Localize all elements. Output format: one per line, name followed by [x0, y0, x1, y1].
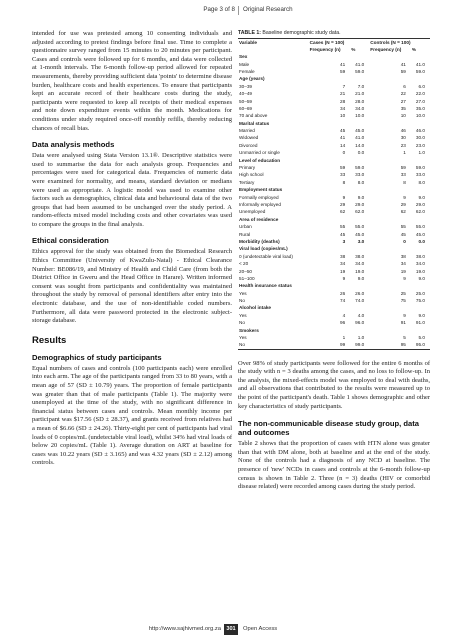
cell-cases-n: 74 — [339, 298, 346, 304]
open-access-label: Open Access — [243, 626, 278, 632]
cell-controls-pct: 46.0 — [415, 128, 425, 134]
cell-cases-pct: 1.0 — [357, 335, 365, 341]
cell-variable: Female — [239, 68, 255, 74]
cell-cases-pct: 74.0 — [355, 298, 365, 304]
cell-controls-n — [369, 326, 411, 333]
cell-controls-pct: 91.0 — [415, 320, 425, 326]
cell-variable: 40–49 — [239, 91, 253, 97]
cell-controls-n: 91 — [400, 320, 406, 326]
cell-controls-n: 59 — [400, 165, 406, 171]
cell-cases-pct: 45.0 — [355, 231, 365, 237]
cell-controls-pct: 95.0 — [411, 341, 430, 349]
cell-controls-pct — [411, 304, 430, 311]
cell-cases-n: 7 — [342, 83, 346, 89]
cell-cases-pct: 59.0 — [355, 165, 365, 171]
cell-cases-n: 45 — [339, 231, 346, 237]
cell-variable: Smokers — [239, 327, 259, 333]
cell-cases-n: 14 — [339, 142, 346, 148]
cell-variable: Morbidity (deaths) — [239, 238, 280, 244]
col-variable: Variable — [238, 39, 309, 47]
cell-controls-n: 38 — [400, 253, 406, 259]
table-row — [238, 97, 430, 104]
cell-cases-pct: 19.0 — [355, 268, 365, 274]
cell-controls-n — [369, 245, 411, 252]
heading-data-analysis: Data analysis methods — [32, 140, 115, 150]
header-divider — [238, 6, 239, 15]
cell-controls-n: 95 — [369, 341, 411, 349]
cell-cases-pct — [350, 156, 369, 163]
cell-controls-n — [369, 156, 411, 163]
col-cases: Cases (N = 100) — [309, 39, 370, 47]
cell-variable: Divorced — [239, 142, 258, 148]
cell-controls-pct — [411, 282, 430, 289]
cell-cases-n — [309, 156, 351, 163]
cell-variable: Married — [239, 128, 255, 134]
cell-controls-pct — [411, 53, 430, 60]
cell-cases-n: 62 — [339, 209, 346, 215]
cell-controls-n: 9 — [403, 312, 406, 318]
table-row — [238, 149, 430, 156]
cell-controls-pct — [411, 156, 430, 163]
cell-variable: Alcohol intake — [239, 305, 272, 311]
table-row — [238, 134, 430, 141]
table-body — [238, 53, 430, 349]
cell-cases-n: 33 — [339, 172, 346, 178]
table-row — [238, 171, 430, 178]
cell-cases-n: 38 — [339, 253, 346, 259]
cell-variable: Male — [239, 61, 250, 67]
cell-controls-n: 6 — [403, 83, 406, 89]
table-category-row — [238, 216, 430, 223]
cell-controls-pct: 59.0 — [415, 68, 425, 74]
cell-cases-pct: 9.0 — [357, 275, 365, 281]
table-row — [238, 83, 430, 90]
cell-cases-pct — [350, 245, 369, 252]
cell-controls-n: 22 — [400, 91, 406, 97]
cell-cases-n: 1 — [342, 335, 346, 341]
cell-variable: Sex — [239, 54, 248, 60]
cell-controls-pct: 5.0 — [418, 335, 425, 341]
cell-controls-pct: 62.0 — [415, 209, 425, 215]
table-category-row — [238, 156, 430, 163]
table-row — [238, 334, 430, 341]
cell-variable: High school — [239, 172, 264, 178]
cell-variable: Level of education — [239, 157, 281, 163]
table-category-row — [238, 238, 430, 245]
cell-controls-n — [369, 75, 411, 82]
cell-cases-pct — [350, 304, 369, 311]
cell-controls-pct: 30.0 — [415, 135, 425, 141]
cell-cases-pct: 96.0 — [355, 320, 365, 326]
cell-controls-n: 46 — [400, 128, 406, 134]
cell-variable: 60–69 — [239, 105, 253, 111]
cell-cases-pct: 8.0 — [357, 179, 365, 185]
cell-controls-n: 0 — [403, 238, 406, 244]
cell-cases-pct: 41.0 — [355, 61, 365, 67]
cell-cases-pct — [350, 216, 369, 223]
cell-controls-pct: 6.0 — [418, 83, 425, 89]
cell-cases-pct: 29.0 — [355, 202, 365, 207]
cell-variable: Yes — [239, 335, 247, 341]
cell-cases-pct: 99.0 — [350, 341, 369, 349]
cell-variable: 50–59 — [239, 98, 253, 104]
cell-controls-n: 45 — [400, 231, 406, 237]
cell-cases-n — [309, 282, 351, 289]
cell-controls-pct: 41.0 — [415, 61, 425, 67]
cell-controls-n: 62 — [400, 209, 406, 215]
cell-controls-pct: 8.0 — [418, 179, 425, 185]
cell-controls-n — [369, 282, 411, 289]
cell-cases-n: 10 — [339, 113, 346, 119]
cell-cases-pct: 34.0 — [355, 261, 365, 267]
cell-controls-pct: 23.0 — [415, 142, 425, 148]
cell-controls-pct: 35.0 — [415, 105, 425, 111]
cell-controls-pct — [411, 326, 430, 333]
page-label: Page 3 of 8 — [203, 6, 235, 13]
table-category-row — [238, 326, 430, 333]
cell-variable: 51–100 — [239, 275, 255, 281]
cell-cases-pct — [350, 326, 369, 333]
cell-controls-n: 29 — [400, 202, 406, 207]
cell-cases-pct: 9.0 — [357, 194, 365, 200]
cell-cases-n: 4 — [342, 312, 346, 318]
cell-cases-pct: 55.0 — [355, 224, 365, 230]
table-row — [238, 127, 430, 134]
table-row — [238, 90, 430, 97]
paragraph: Equal numbers of cases and controls (100 participants each) were enrolled into each arm. The age of the participants ranged from 33 to 80 years, with a mean age of 57 (SD ± 10.79) years. The proportion of female participants was greater than that of male participants (Table 1). The majority were unemployed at the time of the study, with no significant difference in financial status between cases and controls. Mean monthly income per participant was $17.56 (SD ± 28.37), and grants received from relatives had a mean of $6.66 (SD ± 24.26). Thirty-eight per cent of participants had viral loads of 0 copies/mL (undetectable viral load), whilst 34% had viral loads of below 20 copies/mL (Table 1). Average duration on ART at baseline for cases was 10.22 years (SD ± 3.165) and was 4.32 years (SD ± 2.12) among controls. — [32, 364, 232, 467]
table-row — [238, 208, 430, 215]
cell-cases-pct: 10.0 — [355, 113, 365, 119]
cell-controls-n — [369, 120, 411, 127]
cell-controls-pct: 59.0 — [415, 165, 425, 171]
table-row — [238, 223, 430, 230]
cell-controls-n: 41 — [400, 61, 406, 67]
cell-controls-n: 10 — [400, 113, 406, 119]
cell-cases-n — [309, 216, 351, 223]
cell-cases-n: 34 — [339, 105, 346, 111]
page-footer — [0, 626, 453, 638]
cell-variable: 30–39 — [239, 83, 253, 89]
cell-variable: No — [239, 298, 245, 304]
heading-ncd: The non-communicable disease study group, data and outcomes — [238, 419, 420, 438]
cell-controls-n: 25 — [400, 290, 406, 296]
cell-variable: Viral load (copies/mL) — [239, 246, 288, 252]
table-row — [238, 68, 430, 75]
cell-controls-n: 1 — [403, 150, 406, 156]
cell-variable: Unemployed — [239, 209, 266, 215]
page-header — [0, 6, 453, 18]
table-row — [238, 275, 430, 282]
cell-cases-n: 3 — [342, 238, 346, 244]
cell-cases-pct: 14.0 — [355, 142, 365, 148]
cell-variable: < 20 — [239, 261, 249, 267]
col-pct-cases: % — [351, 47, 356, 52]
table-category-row — [238, 75, 430, 82]
cell-cases-pct: 7.0 — [357, 83, 365, 89]
journal-link[interactable]: http://www.sajhivmed.org.za — [148, 626, 221, 632]
table-category-row — [238, 120, 430, 127]
cell-variable: Yes — [239, 312, 247, 318]
cell-cases-pct — [350, 282, 369, 289]
cell-cases-pct: 28.0 — [355, 98, 365, 104]
cell-variable: Urban — [239, 224, 252, 230]
cell-cases-pct — [350, 186, 369, 193]
cell-cases-pct: 34.0 — [355, 105, 365, 111]
cell-controls-pct: 1.0 — [418, 150, 425, 156]
cell-controls-pct: 0.0 — [418, 238, 425, 244]
section-label: Original Research — [243, 6, 293, 13]
right-column — [238, 30, 430, 496]
cell-controls-pct: 9.0 — [418, 194, 425, 200]
cell-controls-pct: 33.0 — [415, 172, 425, 178]
cell-variable: Marital status — [239, 120, 270, 126]
cell-controls-pct — [411, 186, 430, 193]
cell-controls-pct: 29.0 — [415, 202, 425, 207]
cell-controls-pct: 9.0 — [418, 275, 425, 281]
table-category-row — [238, 186, 430, 193]
cell-cases-pct: 33.0 — [355, 172, 365, 178]
cell-controls-n: 55 — [400, 224, 406, 230]
cell-variable: Employment status — [239, 187, 283, 193]
paragraph: Over 98% of study participants were followed for the entire 6 months of the study with n = 3 deaths among the cases, and no loss to follow-up. In the analysis, the mixed-effects model was employed to deal with deaths, and all observations that contributed to the results were measured up to the point of the participant's death. Table 1 shows demographic and other key characteristics of study participants. — [238, 359, 430, 410]
paragraph: intended for use was pretested among 10 consenting individuals and adjusted according to pretest findings before final use. Time to complete a questionnaire survey ranged from 15 minutes to 20 minutes per participant. Cases and controls were followed up for 6 months, and data were collected at 1-month intervals. The 6-month follow-up period allowed for repeated measurements, thereby providing sufficient data 'points' to determine disease burden, healthcare costs and health experiences. To ensure that participants kept an accurate record of their healthcare costs during the study, participants were requested to keep all receipts of their medical expenses and note down expenditure events within the month. Medications for conditions under study required once-off monthly refills, thereby reducing chances of recall bias. — [32, 30, 232, 132]
cell-cases-pct: 62.0 — [355, 209, 365, 215]
table-row — [238, 253, 430, 260]
cell-variable: Primary — [239, 165, 256, 171]
cell-controls-n: 75 — [400, 298, 406, 304]
table-category-row — [238, 304, 430, 311]
table-row — [238, 112, 430, 119]
cell-cases-n: 96 — [339, 320, 346, 326]
cell-variable: 20–50 — [239, 268, 253, 274]
cell-controls-n: 35 — [400, 105, 406, 111]
cell-variable: Informally employed — [239, 202, 281, 207]
cell-controls-n — [369, 186, 411, 193]
cell-controls-n: 59 — [400, 68, 406, 74]
table-row — [238, 60, 430, 67]
cell-variable: Yes — [239, 290, 247, 296]
paragraph: Data were analysed using Stata Version 13.1®. Descriptive statistics were used to summarise the data for each analysis group. Frequencies and percentages were used for categorical data. Frequencies of numeric data were examined for normality, and means, standard deviation or medians were used as appropriate. A logistic model was used to examine other factors such as demographics, clinical data and behavioural data of the two groups that had been assumed to be unchanged over the study period. A random-effects mixed model including costs and other covariates was used to compare the groups in the final analysis. — [32, 152, 232, 228]
cell-cases-n: 41 — [339, 135, 346, 141]
cell-controls-pct: 34.0 — [415, 261, 425, 267]
cell-cases-n — [309, 245, 351, 252]
cell-controls-pct: 19.0 — [415, 268, 425, 274]
table-category-row — [238, 53, 430, 60]
col-controls: Controls (N = 100) — [369, 39, 430, 47]
cell-variable: Tertiary — [239, 179, 255, 185]
table-row — [238, 105, 430, 112]
cell-controls-n: 27 — [400, 98, 406, 104]
cell-controls-n — [369, 216, 411, 223]
cell-cases-n: 0 — [342, 150, 346, 156]
baseline-table — [238, 38, 430, 350]
cell-controls-pct: 27.0 — [415, 98, 425, 104]
table-row — [238, 179, 430, 186]
cell-controls-pct: 22.0 — [415, 91, 425, 97]
cell-controls-pct: 75.0 — [415, 298, 425, 304]
cell-cases-pct — [350, 120, 369, 127]
table-row — [238, 193, 430, 200]
cell-controls-n — [369, 304, 411, 311]
table-row — [238, 290, 430, 297]
cell-cases-n: 21 — [339, 91, 346, 97]
cell-cases-n: 8 — [342, 179, 346, 185]
table-row — [238, 164, 430, 171]
cell-variable: Formally employed — [239, 194, 279, 200]
cell-cases-pct: 4.0 — [357, 312, 365, 318]
cell-variable: Health insurance status — [239, 283, 292, 289]
table-row — [238, 341, 430, 349]
cell-controls-n: 9 — [403, 194, 406, 200]
col-pct-controls: % — [411, 47, 417, 52]
cell-cases-pct: 45.0 — [355, 128, 365, 134]
cell-variable: Age (years) — [239, 76, 265, 82]
cell-controls-pct: 25.0 — [415, 290, 425, 296]
cell-cases-pct: 0.0 — [357, 150, 365, 156]
cell-controls-pct: 55.0 — [415, 224, 425, 230]
cell-cases-pct: 3.0 — [357, 238, 365, 244]
paragraph: Ethics approval for the study was obtained from the Biomedical Research Ethics Committee (University of KwaZulu-Natal) - Ethical Clearance Number: BE086/19, and Ministry of Health and Child Care (from both the District Office in Gweru and the Head Office in Harare). Written informed consent was sought from participants and confidentiality was maintained throughout the study by removal of personal identifiers after entry into the electronic database, and the use of non-identifiable coded numbers. Furthermore, all data were password protected in the electronic subject-storage database. — [32, 248, 232, 325]
cell-variable: No — [238, 341, 309, 349]
cell-cases-pct: 21.0 — [355, 91, 365, 97]
cell-variable: Widowed — [239, 135, 259, 141]
cell-cases-n — [309, 120, 351, 127]
cell-cases-n: 55 — [339, 224, 346, 230]
cell-cases-n — [309, 326, 351, 333]
cell-controls-n: 5 — [403, 335, 406, 341]
table-row — [238, 142, 430, 149]
cell-controls-n: 9 — [403, 275, 406, 281]
table-row — [238, 312, 430, 319]
cell-cases-n: 9 — [342, 275, 346, 281]
cell-controls-n — [369, 53, 411, 60]
table-row — [238, 230, 430, 237]
cell-controls-n: 34 — [400, 261, 406, 267]
cell-controls-pct — [411, 75, 430, 82]
cell-controls-pct — [411, 120, 430, 127]
table-caption: TABLE 1: Baseline demographic study data. — [238, 30, 341, 36]
cell-variable: 0 (undetectable viral load) — [239, 253, 293, 259]
cell-cases-n: 45 — [339, 128, 346, 134]
heading-ethics: Ethical consideration — [32, 236, 109, 246]
cell-cases-n: 59 — [339, 165, 346, 171]
cell-cases-n: 99 — [309, 341, 351, 349]
cell-cases-n — [309, 186, 351, 193]
cell-cases-n: 34 — [339, 261, 346, 267]
table-row — [238, 297, 430, 304]
cell-controls-n: 19 — [400, 268, 406, 274]
left-column — [32, 30, 232, 472]
cell-cases-n: 9 — [342, 194, 346, 200]
cell-cases-n: 19 — [339, 268, 346, 274]
cell-cases-n: 29 — [339, 202, 346, 207]
cell-variable: No — [239, 320, 245, 326]
cell-controls-n: 8 — [403, 179, 406, 185]
cell-controls-pct: 38.0 — [415, 253, 425, 259]
heading-demographics: Demographics of study participants — [32, 352, 162, 362]
cell-cases-n — [309, 53, 351, 60]
col-freq-cases: Frequency (n) — [309, 47, 341, 52]
cell-cases-pct — [350, 53, 369, 60]
cell-cases-pct: 26.0 — [355, 290, 365, 296]
cell-cases-n — [309, 75, 351, 82]
table-row — [238, 267, 430, 274]
cell-cases-pct: 59.0 — [355, 68, 365, 74]
cell-controls-n: 23 — [400, 142, 406, 148]
page-number: 301 — [224, 624, 238, 635]
table-row — [238, 319, 430, 326]
col-freq-controls: Frequency (n) — [370, 47, 402, 52]
table-row — [238, 260, 430, 267]
cell-controls-pct: 9.0 — [418, 312, 425, 318]
cell-variable: 70 and above — [239, 113, 268, 119]
cell-controls-pct: 10.0 — [415, 113, 425, 119]
table-category-row — [238, 282, 430, 289]
cell-cases-n: 26 — [339, 290, 346, 296]
cell-cases-pct: 41.0 — [355, 135, 365, 141]
cell-cases-n: 28 — [339, 98, 346, 104]
paragraph: Table 2 shows that the proportion of cases with HTN alone was greater than that with DM alone, both at baseline and at the end of the study. None of the controls had a diagnosis of any NCD at baseline. The presence of 'new' NCDs in cases and controls at the 6-month follow-up census is shown in Table 2. Three (n = 3) deaths (HIV or comorbid disease related) were recorded among cases during the study period. — [238, 440, 430, 491]
cell-cases-pct — [350, 75, 369, 82]
cell-cases-n: 59 — [339, 68, 346, 74]
cell-controls-pct — [411, 216, 430, 223]
heading-results: Results — [32, 334, 67, 346]
table-row — [238, 201, 430, 208]
cell-cases-pct: 38.0 — [355, 253, 365, 259]
cell-variable: Unmarried or single — [239, 150, 280, 156]
cell-controls-pct — [411, 245, 430, 252]
cell-variable: Rural — [239, 231, 251, 237]
cell-cases-n: 41 — [339, 61, 346, 67]
table-category-row — [238, 245, 430, 252]
cell-controls-n: 30 — [400, 135, 406, 141]
cell-controls-n: 33 — [400, 172, 406, 178]
cell-controls-pct: 45.0 — [415, 231, 425, 237]
cell-cases-n — [309, 304, 351, 311]
cell-variable: Area of residence — [239, 216, 279, 222]
